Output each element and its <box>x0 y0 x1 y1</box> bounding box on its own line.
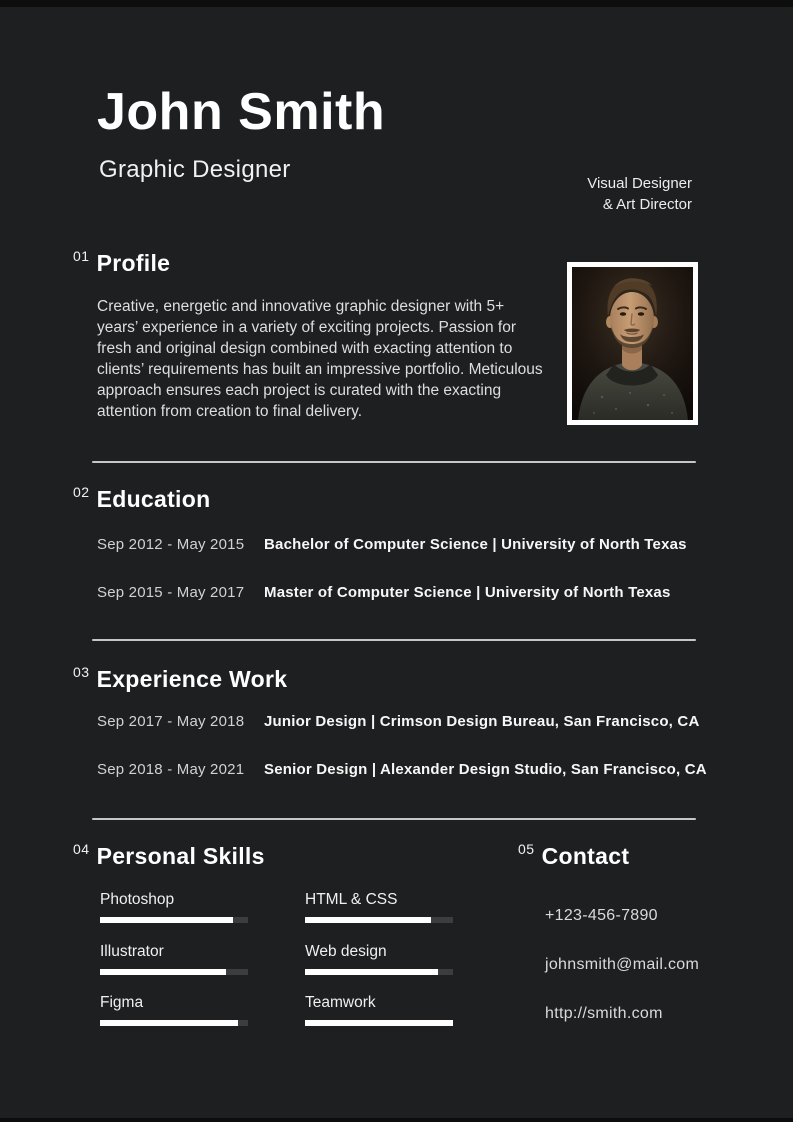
tagline <box>587 173 692 215</box>
skill-item <box>305 943 453 975</box>
tagline-line-1: Visual Designer <box>587 175 692 192</box>
section-header-education <box>73 486 210 513</box>
skill-label: Teamwork <box>305 994 376 1011</box>
skill-bar-fill <box>305 1020 453 1026</box>
skill-label: Web design <box>305 943 387 960</box>
education-detail: Master of Computer Science | University of North Texas <box>264 584 671 601</box>
education-row <box>97 536 687 553</box>
experience-detail: Junior Design | Crimson Design Bureau, San Francisco, CA <box>264 713 700 730</box>
section-number-education: 02 <box>73 484 90 500</box>
skill-bar-fill <box>305 917 431 923</box>
contact-phone[interactable]: +123-456-7890 <box>545 907 658 924</box>
skill-bar-track <box>305 969 453 975</box>
education-row <box>97 584 670 601</box>
skill-bar-track <box>100 1020 248 1026</box>
skill-item <box>100 994 248 1026</box>
skill-bar-track <box>305 1020 453 1026</box>
section-header-contact <box>518 843 629 870</box>
section-title-contact: Contact <box>541 843 630 869</box>
section-number-contact: 05 <box>518 841 535 857</box>
divider-line <box>92 461 696 463</box>
skill-bar-fill <box>305 969 438 975</box>
skill-label: Figma <box>100 994 144 1011</box>
section-header-experience <box>73 666 287 693</box>
skill-label: HTML & CSS <box>305 891 398 908</box>
education-dates: Sep 2015 - May 2017 <box>97 584 245 601</box>
section-title-education: Education <box>96 486 211 512</box>
section-number-experience: 03 <box>73 664 90 680</box>
role-subtitle: Graphic Designer <box>99 156 291 183</box>
experience-detail: Senior Design | Alexander Design Studio, San Francisco, CA <box>264 761 707 778</box>
experience-dates: Sep 2018 - May 2021 <box>97 761 245 778</box>
section-title-profile: Profile <box>96 250 171 276</box>
section-title-skills: Personal Skills <box>96 843 265 869</box>
education-dates: Sep 2012 - May 2015 <box>97 536 245 553</box>
skill-item <box>305 994 453 1026</box>
experience-dates: Sep 2017 - May 2018 <box>97 713 245 730</box>
skill-bar-fill <box>100 969 226 975</box>
section-title-experience: Experience Work <box>96 666 288 692</box>
skill-bar-fill <box>100 1020 238 1026</box>
contact-website[interactable]: http://smith.com <box>545 1005 663 1022</box>
skill-bar-track <box>305 917 453 923</box>
skill-bar-track <box>100 969 248 975</box>
section-header-profile <box>73 250 170 277</box>
divider-line <box>92 818 696 820</box>
section-number-profile: 01 <box>73 248 90 264</box>
portrait-illustration <box>572 267 693 420</box>
skill-label: Photoshop <box>100 891 175 908</box>
skill-item <box>100 891 248 923</box>
skill-item <box>100 943 248 975</box>
contact-email[interactable]: johnsmith@mail.com <box>545 956 700 973</box>
divider-line <box>92 639 696 641</box>
tagline-line-2: & Art Director <box>602 196 692 213</box>
section-number-skills: 04 <box>73 841 90 857</box>
experience-row <box>97 713 700 730</box>
experience-row <box>97 761 707 778</box>
skill-bar-fill <box>100 917 233 923</box>
section-header-skills <box>73 843 265 870</box>
skill-bar-track <box>100 917 248 923</box>
education-detail: Bachelor of Computer Science | University of North Texas <box>264 536 687 553</box>
portrait-photo <box>567 262 698 425</box>
skill-item <box>305 891 453 923</box>
skill-label: Illustrator <box>100 943 164 960</box>
name-title: John Smith <box>97 83 386 141</box>
profile-summary-text: Creative, energetic and innovative graphic designer with 5+ years’ experience in a variety of exciting projects. Passion for fresh and original design combined with exacting attention to clients’ requirements has built an impressive portfolio. Meticulous approach ensures each project is curated with the exacting attention from creation to final delivery. <box>97 298 543 420</box>
